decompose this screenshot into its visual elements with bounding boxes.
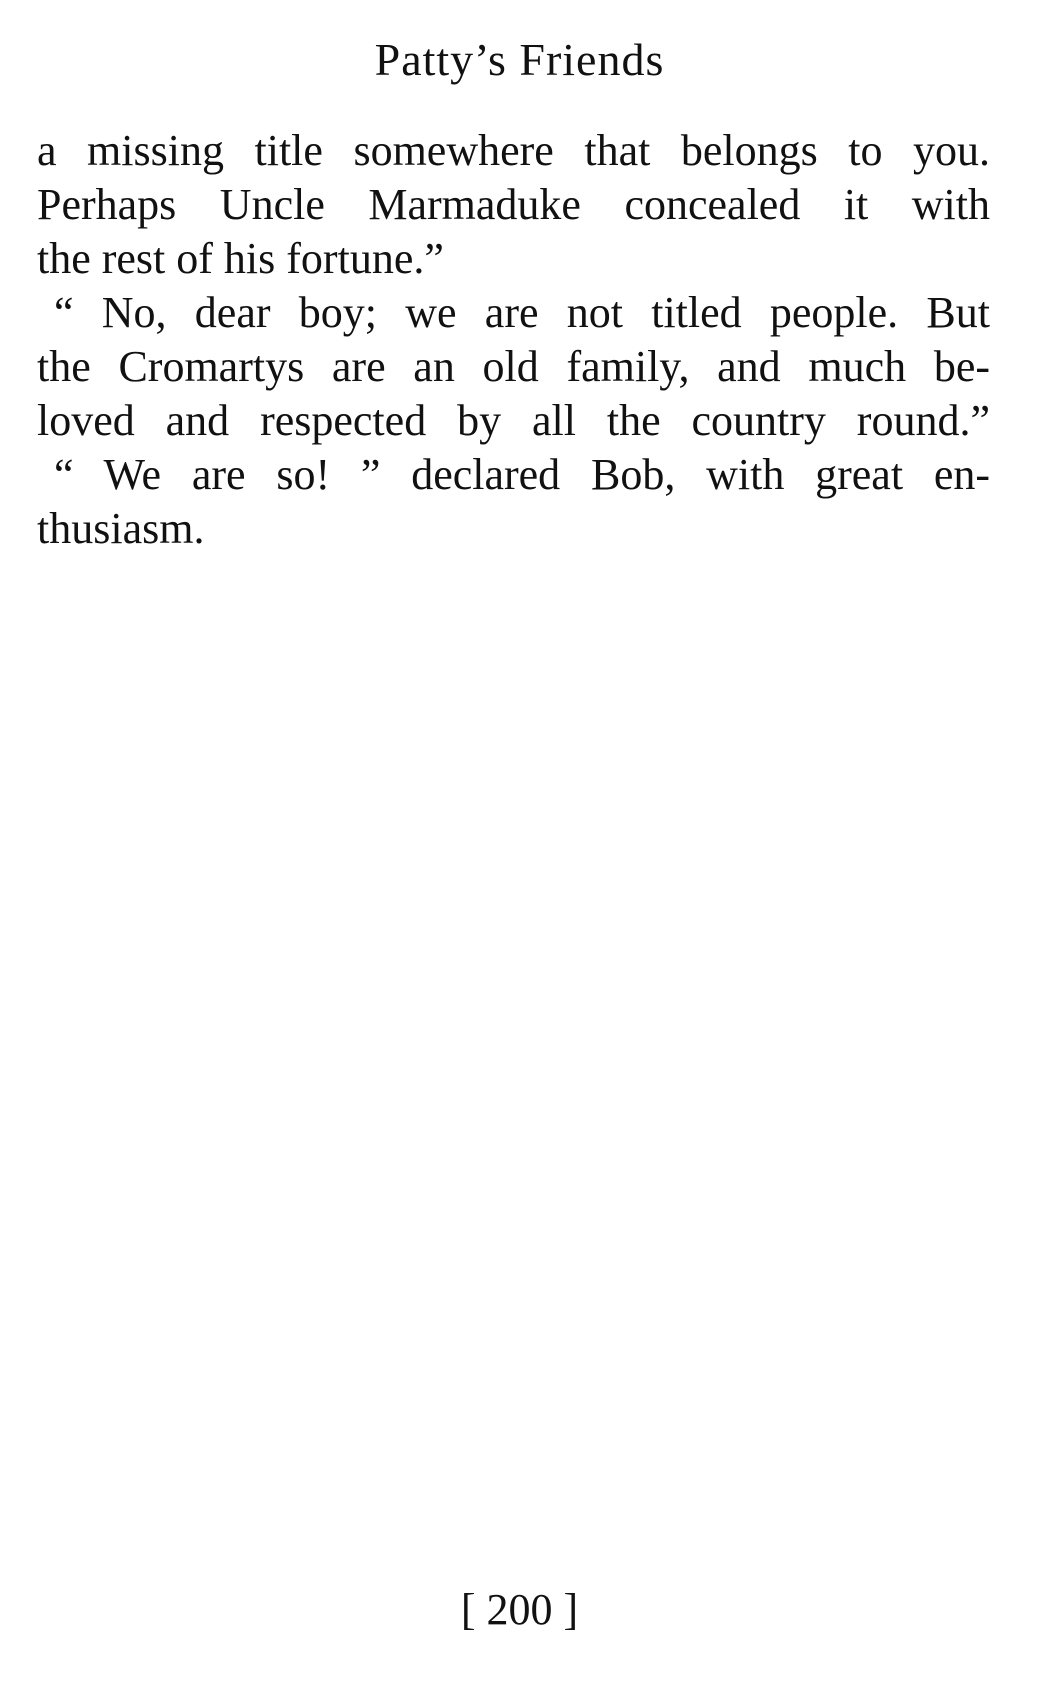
- text-line-5: the Cromartys are an old family, and much be-: [37, 342, 990, 391]
- text-line-8: thusiasm.: [37, 504, 205, 553]
- running-head: Patty’s Friends: [374, 34, 665, 85]
- body-text: [37, 124, 990, 556]
- text-line-3: the rest of his fortune.”: [37, 234, 444, 283]
- page-number: [ 200 ]: [460, 1585, 579, 1634]
- text-line-2: Perhaps Uncle Marmaduke concealed it with: [37, 180, 990, 229]
- text-line-6: loved and respected by all the country round.”: [37, 396, 990, 445]
- text-line-7: “ We are so! ” declared Bob, with great en-: [54, 450, 990, 499]
- text-line-1: a missing title somewhere that belongs to you.: [37, 126, 990, 175]
- text-line-4: “ No, dear boy; we are not titled people. But: [54, 288, 990, 337]
